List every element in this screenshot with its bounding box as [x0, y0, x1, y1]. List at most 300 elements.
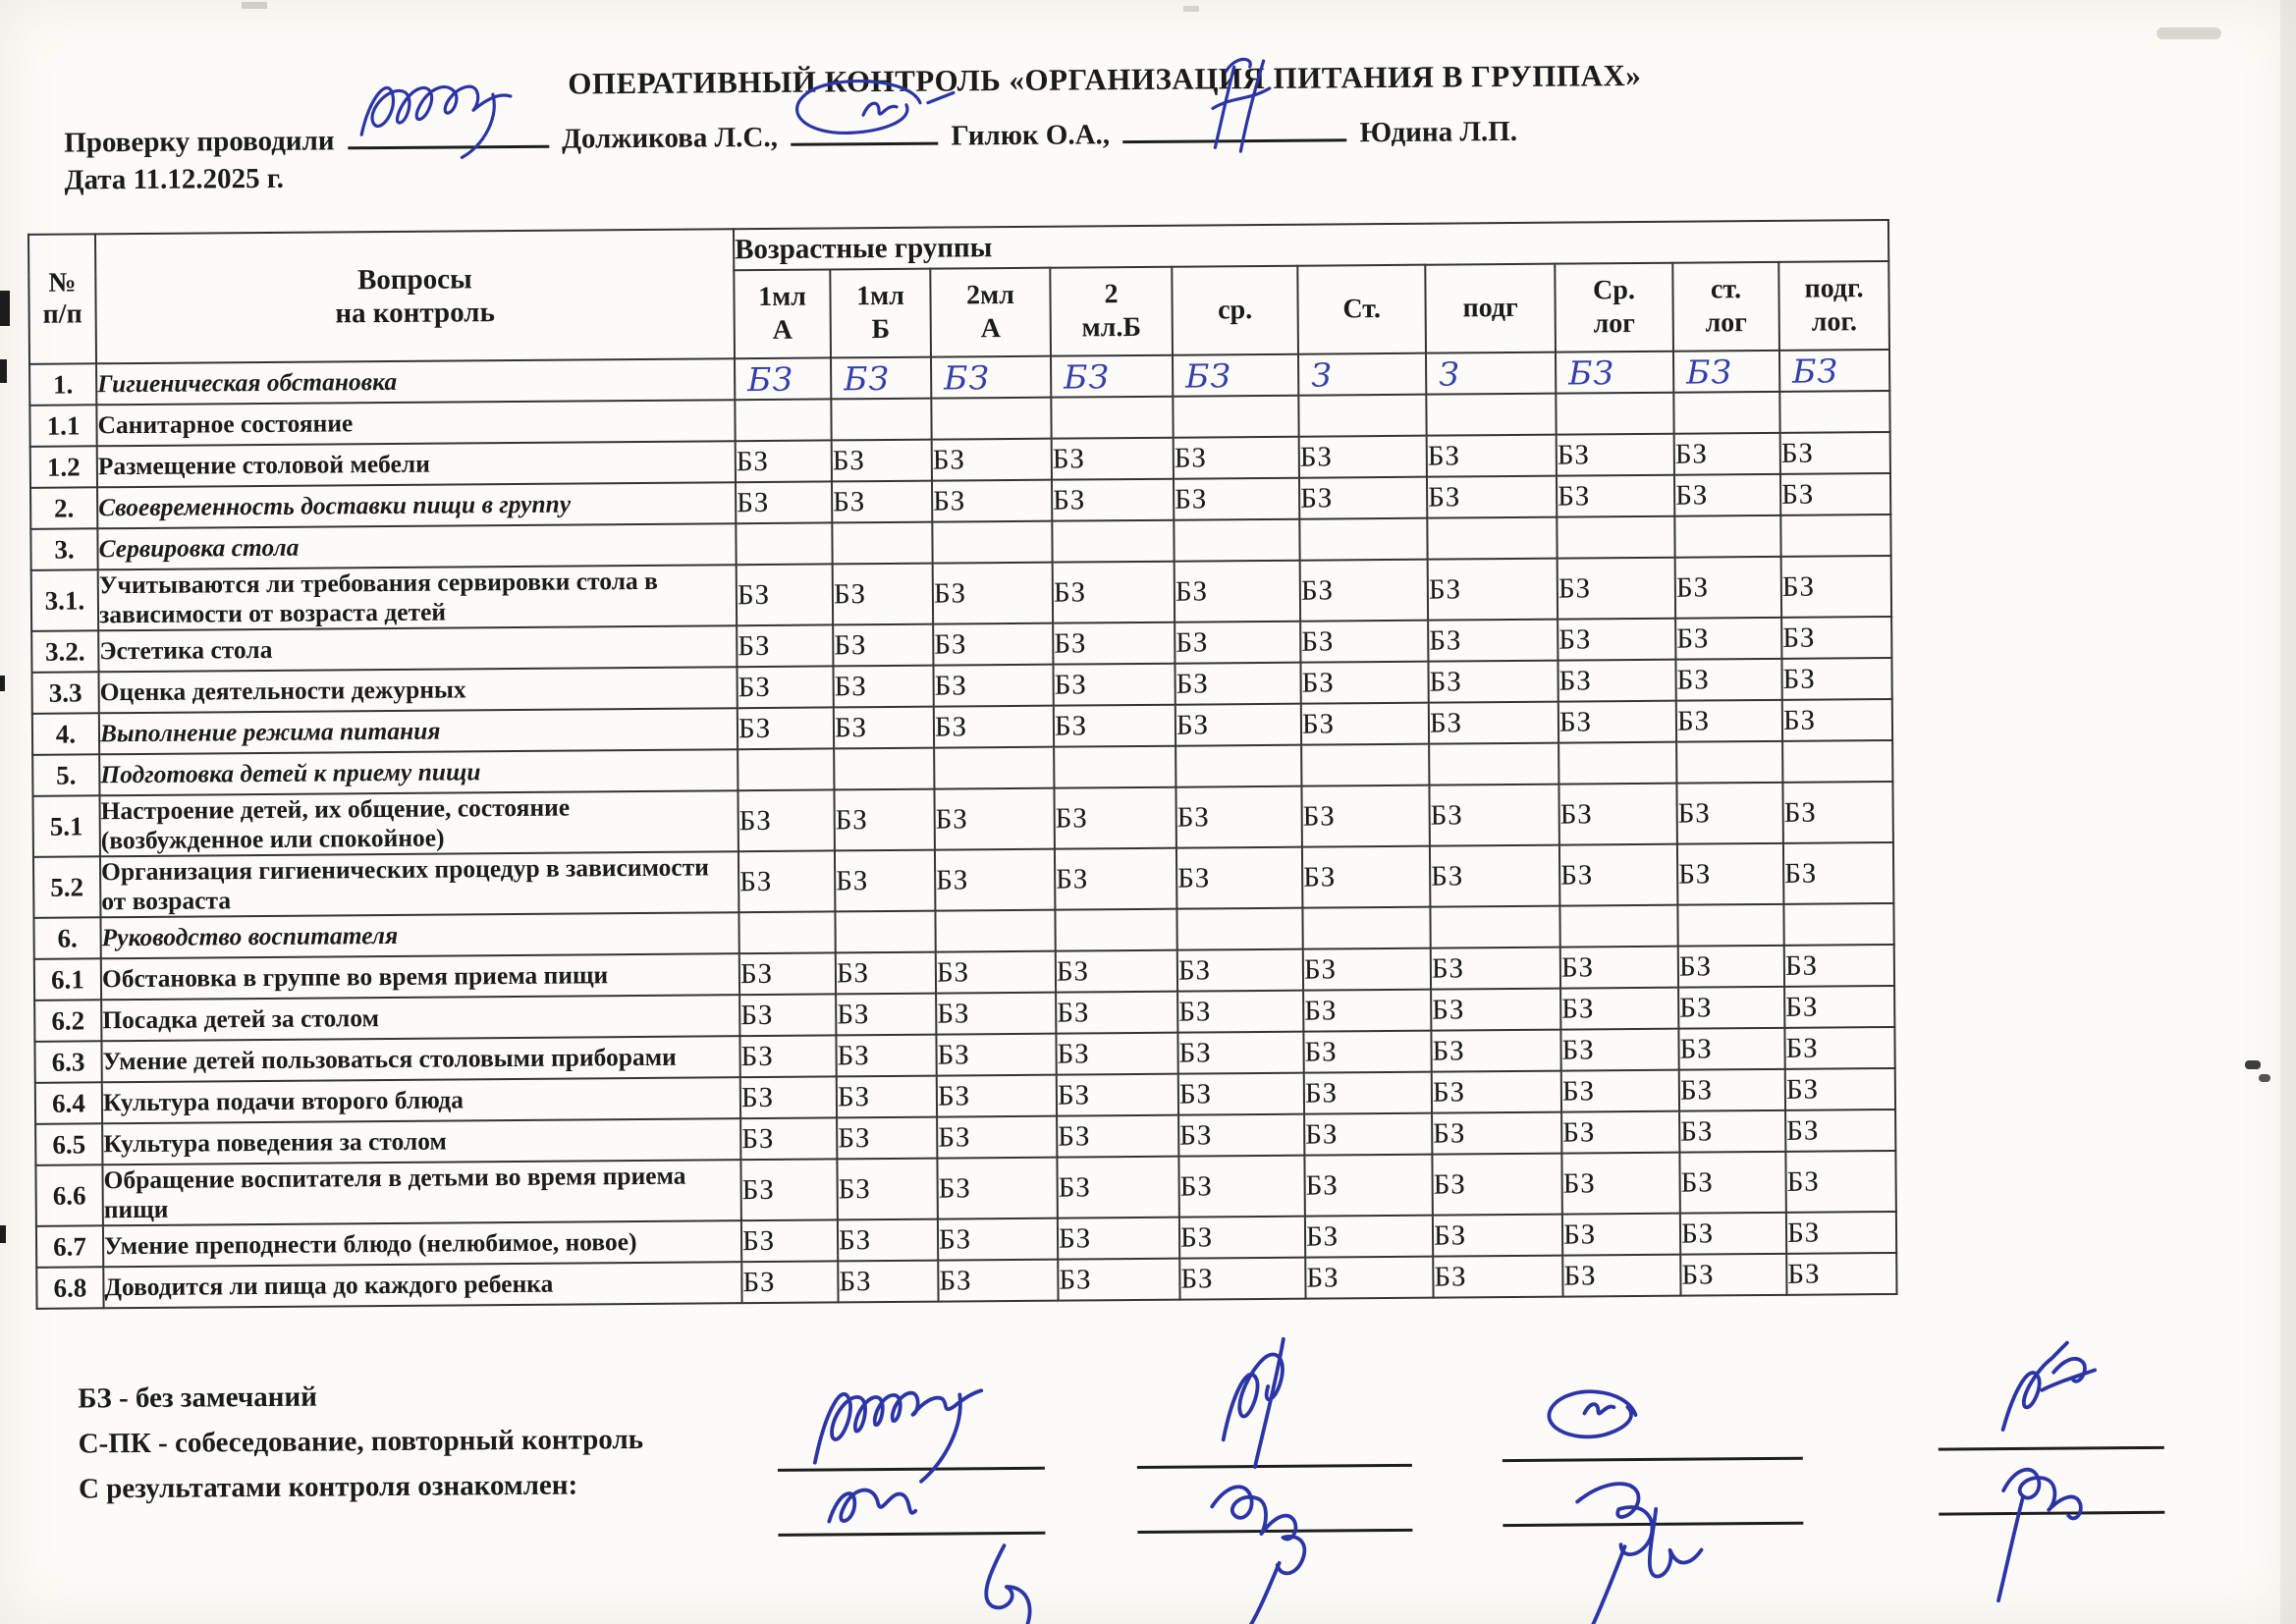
- signature-ink: [787, 1351, 1033, 1490]
- mark-cell: БЗ: [835, 850, 935, 912]
- mark-cell: БЗ: [736, 481, 832, 523]
- mark-cell: [935, 910, 1055, 952]
- mark-cell: БЗ: [1561, 1070, 1679, 1112]
- mark-cell: БЗ: [735, 357, 831, 400]
- mark-cell: [1677, 904, 1783, 947]
- question-cell: Эстетика стола: [98, 625, 737, 672]
- mark-cell: БЗ: [1679, 1069, 1785, 1111]
- row-number: 5.2: [33, 856, 100, 918]
- question-cell: Размещение столовой мебели: [97, 441, 736, 487]
- mark-cell: БЗ: [1177, 991, 1303, 1033]
- mark-cell: БЗ: [1679, 1152, 1785, 1214]
- signature-group-2: [1136, 1362, 1413, 1624]
- signature-ink: [805, 1471, 983, 1541]
- mark-cell: БЗ: [1178, 1073, 1304, 1115]
- row-number: 3.3: [31, 672, 98, 714]
- mark-cell: БЗ: [1561, 1111, 1679, 1154]
- row-number: 6.7: [36, 1225, 103, 1268]
- mark-cell: БЗ: [1431, 989, 1560, 1031]
- mark-cell: [932, 521, 1052, 564]
- inspector-name-2: Гилюк О.А.,: [951, 119, 1111, 152]
- mark-cell: БЗ: [1785, 1068, 1895, 1110]
- mark-cell: [931, 398, 1051, 440]
- group-col-2mlB: [1050, 267, 1173, 356]
- group-col-1mlB: [830, 269, 931, 358]
- group-col-label: ср.: [1218, 295, 1253, 326]
- inspector-name-3: Юдина Л.П.: [1359, 115, 1518, 149]
- mark-cell: БЗ: [1175, 786, 1301, 848]
- signature-ink: [1176, 1468, 1384, 1624]
- mark-cell: БЗ: [741, 1261, 838, 1303]
- mark-cell: З: [1426, 352, 1556, 395]
- mark-cell: БЗ: [1173, 354, 1298, 397]
- scan-edge-shading: [2280, 0, 2296, 1624]
- mark-cell: [735, 399, 831, 441]
- table-header: [28, 220, 1889, 364]
- mark-cell: БЗ: [1301, 703, 1429, 745]
- mark-cell: БЗ: [1178, 1156, 1304, 1218]
- mark-cell: [1559, 905, 1677, 947]
- legend-bz: БЗ - без замечаний: [78, 1380, 318, 1415]
- mark-cell: БЗ: [1052, 479, 1174, 521]
- group-col-label: 1мл: [758, 281, 807, 313]
- mark-cell: [1430, 906, 1559, 948]
- mark-cell: БЗ: [933, 623, 1053, 666]
- group-col-st: [1297, 265, 1426, 354]
- mark-cell: БЗ: [1176, 847, 1302, 909]
- group-col-label: 2мл: [965, 279, 1015, 311]
- mark-cell: БЗ: [1428, 620, 1558, 662]
- mark-cell: БЗ: [1174, 478, 1299, 520]
- signature-blank-dolzhikova: [348, 116, 549, 150]
- mark-cell: БЗ: [1675, 618, 1781, 660]
- header-questions: [95, 229, 735, 363]
- mark-cell: БЗ: [1558, 784, 1676, 845]
- question-cell: Санитарное состояние: [96, 400, 735, 446]
- mark-cell: БЗ: [740, 1159, 837, 1220]
- mark-cell: БЗ: [1431, 947, 1560, 990]
- group-col-label: мл.Б: [1081, 311, 1142, 344]
- mark-cell: БЗ: [1174, 437, 1299, 479]
- mark-cell: [1558, 742, 1676, 785]
- signature-flourish-ink: [943, 1538, 1052, 1624]
- mark-cell: БЗ: [1058, 1218, 1179, 1260]
- mark-cell: [1301, 744, 1429, 786]
- scan-artifact: [2157, 27, 2221, 39]
- mark-cell: БЗ: [933, 563, 1053, 624]
- mark-cell: БЗ: [837, 1076, 937, 1118]
- mark-cell: [1427, 517, 1557, 560]
- mark-cell: [738, 911, 835, 953]
- mark-cell: БЗ: [931, 356, 1051, 399]
- mark-cell: БЗ: [937, 1158, 1057, 1219]
- row-number: 2.: [30, 487, 97, 529]
- signature-ink: [1964, 1450, 2152, 1608]
- mark-cell: БЗ: [1780, 473, 1890, 515]
- question-cell: Подготовка детей к приему пищи: [99, 749, 738, 795]
- mark-cell: БЗ: [1784, 945, 1894, 987]
- mark-cell: БЗ: [1057, 1115, 1178, 1158]
- mark-cell: БЗ: [1428, 661, 1558, 703]
- mark-cell: БЗ: [1177, 1032, 1303, 1074]
- mark-cell: БЗ: [1558, 558, 1675, 620]
- mark-cell: БЗ: [1052, 438, 1174, 480]
- signature-group-3: [1502, 1359, 1804, 1624]
- mark-cell: БЗ: [1302, 846, 1430, 908]
- mark-cell: БЗ: [1178, 1114, 1304, 1157]
- question-cell: Организация гигиенических процедур в зависимости от возраста: [100, 851, 738, 917]
- row-number: 6.: [33, 917, 100, 959]
- group-col-st-log: [1672, 262, 1779, 352]
- mark-cell: БЗ: [1783, 842, 1894, 904]
- mark-cell: БЗ: [1780, 432, 1890, 474]
- mark-cell: БЗ: [832, 481, 932, 523]
- row-number: 6.5: [35, 1123, 102, 1165]
- mark-cell: БЗ: [1779, 350, 1889, 392]
- mark-cell: БЗ: [1674, 433, 1780, 475]
- mark-cell: БЗ: [932, 439, 1052, 481]
- mark-cell: БЗ: [833, 666, 933, 708]
- mark-cell: БЗ: [1056, 992, 1177, 1034]
- mark-cell: БЗ: [836, 952, 936, 995]
- mark-cell: БЗ: [1175, 704, 1301, 746]
- mark-cell: [1298, 395, 1426, 437]
- header-questions-line2: на контроль: [335, 297, 495, 330]
- mark-cell: БЗ: [739, 1035, 836, 1077]
- signature-dolzhikova-ink: [345, 61, 572, 161]
- scan-artifact: [242, 2, 267, 9]
- row-number: 6.1: [34, 958, 101, 1001]
- question-cell: Доводится ли пища до каждого ребенка: [103, 1262, 741, 1308]
- group-col-sr: [1172, 266, 1298, 355]
- mark-cell: БЗ: [1305, 1216, 1433, 1258]
- row-number: 3.2.: [31, 630, 98, 673]
- group-col-sr-log: [1555, 263, 1673, 352]
- mark-cell: БЗ: [738, 789, 834, 851]
- mark-cell: БЗ: [1675, 557, 1781, 619]
- mark-cell: БЗ: [1673, 351, 1779, 393]
- mark-cell: БЗ: [1304, 1155, 1432, 1217]
- mark-cell: БЗ: [1299, 477, 1427, 519]
- mark-cell: БЗ: [1300, 621, 1428, 663]
- mark-cell: БЗ: [1177, 949, 1303, 992]
- mark-cell: БЗ: [1561, 1153, 1679, 1215]
- mark-cell: БЗ: [938, 1218, 1058, 1261]
- mark-cell: БЗ: [1678, 946, 1784, 988]
- mark-cell: [1429, 743, 1558, 785]
- mark-cell: БЗ: [736, 440, 832, 482]
- legend-acknowledged: С результатами контроля ознакомлен:: [78, 1469, 578, 1505]
- mark-cell: БЗ: [1053, 623, 1175, 665]
- mark-cell: [934, 747, 1054, 789]
- mark-cell: БЗ: [1179, 1258, 1305, 1300]
- group-col-label: подг.: [1804, 273, 1864, 304]
- mark-cell: БЗ: [1304, 1113, 1432, 1156]
- group-col-podg-log: [1778, 261, 1889, 351]
- mark-cell: [738, 748, 834, 790]
- signature-blank-gilyuk: [791, 113, 938, 146]
- question-cell: Гигиеническая обстановка: [96, 358, 735, 405]
- scan-artifact: [0, 1225, 6, 1243]
- mark-cell: [832, 522, 932, 565]
- signature-group-1: [777, 1365, 1046, 1624]
- mark-cell: [1176, 908, 1302, 950]
- mark-cell: БЗ: [936, 951, 1056, 994]
- question-cell: Оценка деятельности дежурных: [98, 667, 737, 713]
- mark-cell: БЗ: [1674, 474, 1780, 516]
- mark-cell: БЗ: [1680, 1254, 1786, 1296]
- questions-tbody: [29, 350, 1897, 1309]
- mark-cell: БЗ: [832, 440, 932, 482]
- mark-cell: БЗ: [1432, 1071, 1561, 1113]
- question-cell: Обращение воспитателя в детьми во время приема пищи: [102, 1160, 740, 1225]
- mark-cell: БЗ: [1432, 1154, 1561, 1216]
- row-number: 3.: [30, 528, 97, 570]
- group-col-label: подг: [1462, 292, 1518, 324]
- scan-artifact: [2245, 1060, 2261, 1069]
- group-col-podg: [1425, 264, 1556, 353]
- question-cell: Культура подачи второго блюда: [102, 1077, 740, 1123]
- mark-cell: БЗ: [932, 480, 1052, 522]
- mark-cell: [831, 399, 931, 441]
- mark-cell: БЗ: [938, 1260, 1058, 1302]
- mark-cell: БЗ: [1056, 1033, 1177, 1075]
- mark-cell: БЗ: [1560, 988, 1678, 1030]
- mark-cell: [1673, 392, 1779, 434]
- row-number: 1.: [29, 363, 96, 406]
- mark-cell: БЗ: [1782, 699, 1892, 741]
- mark-cell: БЗ: [1305, 1257, 1433, 1299]
- group-col-label: лог: [1593, 308, 1636, 340]
- group-col-label: 2: [1104, 279, 1119, 310]
- mark-cell: БЗ: [1051, 355, 1173, 398]
- signature-blank-yudina: [1122, 109, 1346, 143]
- mark-cell: БЗ: [1560, 947, 1678, 989]
- mark-cell: БЗ: [1055, 848, 1176, 910]
- mark-cell: [1780, 514, 1890, 557]
- question-cell: Обстановка в группе во время приема пищи: [101, 953, 739, 1000]
- mark-cell: БЗ: [1676, 700, 1782, 742]
- mark-cell: БЗ: [1300, 662, 1428, 704]
- mark-cell: БЗ: [1677, 843, 1783, 905]
- question-cell: Сервировка стола: [97, 523, 736, 569]
- inspectors-prefix: Проверку проводили: [64, 125, 335, 159]
- question-cell: Умение преподнести блюдо (нелюбимое, новое): [103, 1220, 741, 1267]
- signature-yudina-ink: [1193, 51, 1322, 160]
- mark-cell: БЗ: [1057, 1157, 1178, 1218]
- row-number: 5.1: [32, 795, 99, 857]
- mark-cell: БЗ: [739, 994, 836, 1036]
- mark-cell: БЗ: [737, 564, 833, 625]
- mark-cell: БЗ: [1785, 1110, 1895, 1152]
- mark-cell: БЗ: [740, 1076, 837, 1118]
- legend-spk: С-ПК - собеседование, повторный контроль: [78, 1423, 644, 1460]
- group-col-label: А: [772, 314, 793, 346]
- mark-cell: БЗ: [1557, 475, 1674, 517]
- header-num: [28, 234, 96, 364]
- mark-cell: БЗ: [1784, 986, 1894, 1028]
- signature-gilyuk-ink: [773, 73, 960, 158]
- mark-cell: [834, 748, 934, 790]
- mark-cell: БЗ: [1175, 622, 1300, 664]
- row-number: 6.6: [35, 1164, 102, 1226]
- mark-cell: БЗ: [1056, 950, 1177, 993]
- mark-cell: [1299, 518, 1427, 561]
- scan-artifact: [0, 291, 10, 326]
- mark-cell: БЗ: [1303, 1031, 1431, 1073]
- mark-cell: БЗ: [1785, 1151, 1896, 1213]
- mark-cell: БЗ: [1054, 705, 1175, 747]
- scan-artifact: [2259, 1074, 2270, 1082]
- mark-cell: [1674, 515, 1780, 558]
- mark-cell: БЗ: [837, 1117, 937, 1160]
- mark-cell: [1173, 396, 1298, 438]
- signature-ink: [1166, 1323, 1363, 1472]
- mark-cell: БЗ: [1054, 787, 1175, 849]
- mark-cell: БЗ: [1675, 659, 1781, 701]
- mark-cell: БЗ: [737, 666, 833, 708]
- mark-cell: БЗ: [1179, 1217, 1305, 1259]
- signature-ink: [1519, 1378, 1687, 1457]
- group-col-label: лог.: [1811, 306, 1858, 338]
- mark-cell: БЗ: [1175, 561, 1300, 623]
- mark-cell: БЗ: [936, 993, 1056, 1035]
- mark-cell: БЗ: [1781, 658, 1891, 700]
- row-number: 1.1: [29, 405, 96, 447]
- mark-cell: БЗ: [738, 707, 834, 749]
- mark-cell: БЗ: [1558, 619, 1675, 661]
- question-cell: Настроение детей, их общение, состояние (возбужденное или спокойное): [99, 790, 738, 856]
- mark-cell: БЗ: [935, 849, 1055, 911]
- mark-cell: БЗ: [1058, 1259, 1179, 1301]
- group-col-label: Б: [871, 313, 891, 346]
- mark-cell: БЗ: [837, 1159, 937, 1220]
- mark-cell: БЗ: [937, 1075, 1057, 1117]
- mark-cell: З: [1298, 353, 1426, 396]
- mark-cell: [1175, 745, 1301, 787]
- question-cell: Посадка детей за столом: [101, 995, 739, 1041]
- mark-cell: БЗ: [1560, 1029, 1678, 1071]
- mark-cell: БЗ: [936, 1034, 1056, 1076]
- mark-cell: БЗ: [740, 1117, 837, 1160]
- mark-cell: БЗ: [1678, 987, 1784, 1029]
- header-questions-line1: Вопросы: [356, 263, 472, 297]
- mark-cell: БЗ: [831, 357, 931, 400]
- row-number: 6.8: [36, 1267, 103, 1309]
- mark-cell: БЗ: [739, 952, 836, 995]
- mark-cell: БЗ: [1557, 434, 1674, 476]
- mark-cell: БЗ: [1430, 845, 1559, 907]
- group-col-label: Ср.: [1592, 275, 1635, 306]
- mark-cell: БЗ: [1429, 785, 1558, 846]
- mark-cell: БЗ: [1556, 352, 1673, 394]
- signature-ink: [1530, 1453, 1748, 1624]
- mark-cell: БЗ: [933, 665, 1053, 707]
- group-col-label: А: [980, 313, 1002, 345]
- mark-cell: [1054, 746, 1175, 788]
- header-num-line2: п/п: [42, 298, 82, 330]
- row-number: 6.3: [34, 1041, 101, 1083]
- mark-cell: БЗ: [741, 1219, 838, 1262]
- mark-cell: БЗ: [834, 789, 934, 851]
- mark-cell: БЗ: [1781, 617, 1891, 659]
- mark-cell: БЗ: [934, 706, 1054, 748]
- scan-artifact: [1183, 6, 1199, 12]
- mark-cell: [1676, 741, 1782, 784]
- control-table: [27, 219, 1898, 1310]
- mark-cell: БЗ: [1781, 556, 1892, 618]
- mark-cell: БЗ: [1678, 1028, 1784, 1070]
- mark-cell: БЗ: [836, 994, 936, 1036]
- group-col-label: ст.: [1710, 274, 1742, 305]
- mark-cell: БЗ: [1431, 1030, 1560, 1072]
- mark-cell: [1055, 909, 1176, 951]
- mark-cell: БЗ: [1299, 436, 1427, 478]
- group-col-2mlA: [930, 268, 1051, 357]
- mark-cell: БЗ: [1676, 783, 1782, 844]
- question-cell: Своевременность доставки пищи в группу: [97, 482, 736, 528]
- mark-cell: БЗ: [737, 624, 833, 667]
- mark-cell: БЗ: [1053, 664, 1175, 706]
- mark-cell: БЗ: [836, 1035, 936, 1077]
- date-line: Дата 11.12.2025 г.: [64, 162, 285, 196]
- mark-cell: БЗ: [838, 1219, 938, 1262]
- row-number: 3.1.: [31, 569, 98, 631]
- mark-cell: БЗ: [1303, 990, 1431, 1032]
- mark-cell: БЗ: [1558, 701, 1676, 743]
- legend: [78, 1372, 643, 1512]
- mark-cell: БЗ: [834, 707, 934, 749]
- scan-artifact: [0, 359, 7, 383]
- mark-cell: [1426, 394, 1556, 436]
- document-title: ОПЕРАТИВНЫЙ КОНТРОЛЬ «ОРГАНИЗАЦИЯ ПИТАНИЯ В ГРУППАХ»: [568, 57, 1642, 101]
- group-col-label: Ст.: [1342, 294, 1382, 325]
- mark-cell: БЗ: [838, 1261, 938, 1303]
- mark-cell: БЗ: [1057, 1074, 1178, 1116]
- row-number: 1.2: [30, 446, 97, 488]
- row-number: 5.: [32, 754, 99, 796]
- mark-cell: БЗ: [1429, 702, 1558, 744]
- question-cell: Умение детей пользоваться столовыми приборами: [101, 1036, 739, 1082]
- row-number: 4.: [32, 713, 99, 755]
- mark-cell: БЗ: [1786, 1253, 1896, 1295]
- question-cell: Культура поведения за столом: [102, 1118, 740, 1164]
- mark-cell: БЗ: [1784, 1027, 1894, 1069]
- signature-ink: [1959, 1334, 2147, 1463]
- mark-cell: [1783, 903, 1893, 946]
- mark-cell: БЗ: [1562, 1214, 1680, 1256]
- mark-cell: БЗ: [1559, 844, 1677, 906]
- mark-cell: [1779, 391, 1889, 433]
- mark-cell: БЗ: [1679, 1110, 1785, 1153]
- mark-cell: БЗ: [1303, 948, 1431, 991]
- mark-cell: БЗ: [833, 624, 933, 667]
- mark-cell: [1174, 519, 1299, 562]
- mark-cell: БЗ: [1427, 435, 1557, 477]
- mark-cell: БЗ: [1427, 476, 1557, 518]
- mark-cell: БЗ: [1175, 663, 1300, 705]
- question-cell: Учитываются ли требования сервировки стола в зависимости от возраста детей: [98, 565, 737, 630]
- mark-cell: [1556, 393, 1673, 435]
- mark-cell: БЗ: [1428, 559, 1558, 621]
- row-number: 6.4: [35, 1082, 102, 1124]
- mark-cell: [736, 522, 832, 565]
- group-col-label: 1мл: [855, 280, 905, 312]
- mark-cell: БЗ: [1433, 1215, 1562, 1257]
- inspectors-line: [64, 103, 2126, 159]
- mark-cell: БЗ: [1782, 782, 1893, 843]
- mark-cell: БЗ: [1432, 1112, 1561, 1155]
